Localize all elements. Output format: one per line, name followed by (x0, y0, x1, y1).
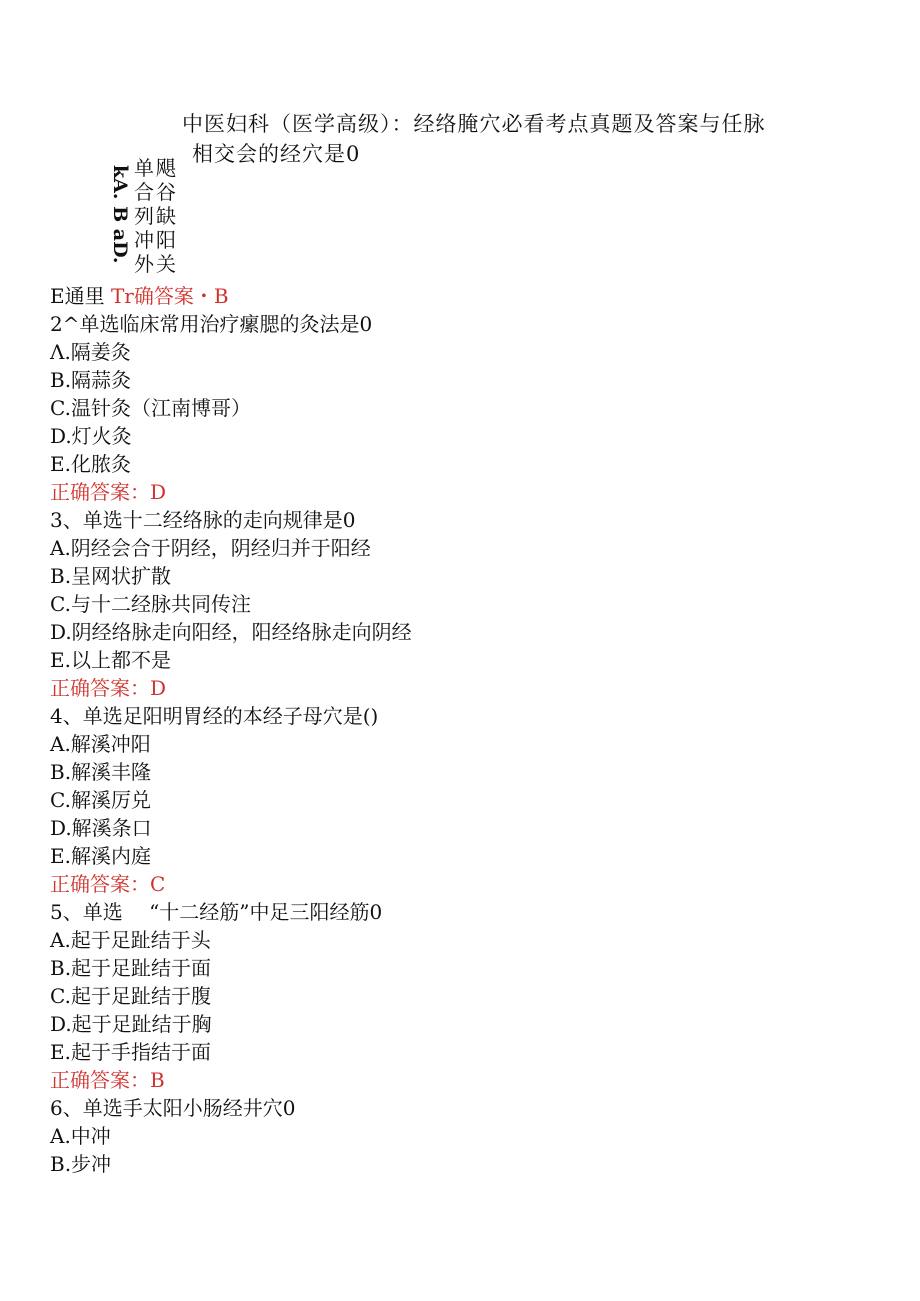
answer-option: C.与十二经脉共同传注 (50, 592, 251, 616)
answer-option: E.解溪内庭 (50, 844, 151, 868)
question-1-stem: 相交会的经穴是0 (192, 142, 361, 166)
question-1-tail (50, 282, 229, 310)
answer-option: B.起于足趾结于面 (50, 956, 212, 980)
answer-option: B.呈网状扩散 (50, 564, 172, 588)
answer-option: A.解溪冲阳 (50, 732, 151, 756)
vertical-left-char: 合 (134, 180, 154, 204)
answer-option: B.隔蒜灸 (50, 368, 132, 392)
correct-answer: 正确答案：C (50, 872, 166, 896)
vertical-right-char: 飓 (156, 156, 176, 180)
answer-option: A.阴经会合于阴经，阴经归并于阳经 (50, 536, 371, 560)
answer-option: A.中冲 (50, 1124, 111, 1148)
answer-option: E.起于手指结于面 (50, 1040, 211, 1064)
answer-option: A.起于足趾结于头 (50, 928, 211, 952)
vertical-options-left (133, 156, 155, 276)
answer-option: D.阴经络脉走向阳经，阳经络脉走向阴经 (50, 620, 412, 644)
vertical-left-char: 外 (134, 252, 154, 276)
vertical-right-char: 阳 (156, 228, 176, 252)
vertical-left-char: 列 (134, 204, 154, 228)
answer-option: C.起于足趾结于腹 (50, 984, 211, 1008)
noise-text: Tr (110, 284, 134, 308)
rotated-option-letters (103, 165, 133, 264)
answer-label: 确答案・B (133, 284, 229, 308)
answer-option: C.解溪厉兑 (50, 788, 151, 812)
answer-option: D.解溪条口 (50, 816, 152, 840)
correct-answer: 正确答案：D (50, 676, 167, 700)
page-title: 中医妇科（医学高级）：经络腌穴必看考点真题及答案与任脉 (182, 112, 766, 136)
vertical-options-right (155, 156, 177, 276)
answer-option: D.灯火灸 (50, 424, 132, 448)
option-e: E通里 (50, 284, 105, 308)
answer-option: B.步冲 (50, 1152, 112, 1176)
question-stem: 4、单选足阳明胃经的本经子母穴是() (50, 704, 379, 728)
question-stem: 5、单选 “十二经筋”中足三阳经筋0 (50, 900, 383, 924)
vertical-right-char: 缺 (156, 204, 176, 228)
answer-option: C.温针灸（江南博哥） (50, 396, 251, 420)
correct-answer: 正确答案：D (50, 480, 167, 504)
answer-option: Λ.隔姜灸 (50, 340, 131, 364)
rotated-option-letters-text: kA. B aD. (109, 165, 131, 264)
answer-option: B.解溪丰隆 (50, 760, 152, 784)
correct-answer: 正确答案：B (50, 1068, 165, 1092)
answer-option: D.起于足趾结于胸 (50, 1012, 212, 1036)
vertical-left-char: 单 (134, 156, 154, 180)
question-stem: 6、单选手太阳小肠经井穴0 (50, 1096, 296, 1120)
vertical-right-char: 关 (156, 252, 176, 276)
vertical-left-char: 冲 (134, 228, 154, 252)
vertical-right-char: 谷 (156, 180, 176, 204)
question-stem: 3、单选十二经络脉的走向规律是0 (50, 508, 356, 532)
question-stem: 2^单选临床常用治疗瘰腮的灸法是0 (50, 312, 373, 336)
answer-option: E.以上都不是 (50, 648, 171, 672)
answer-option: E.化脓灸 (50, 452, 131, 476)
